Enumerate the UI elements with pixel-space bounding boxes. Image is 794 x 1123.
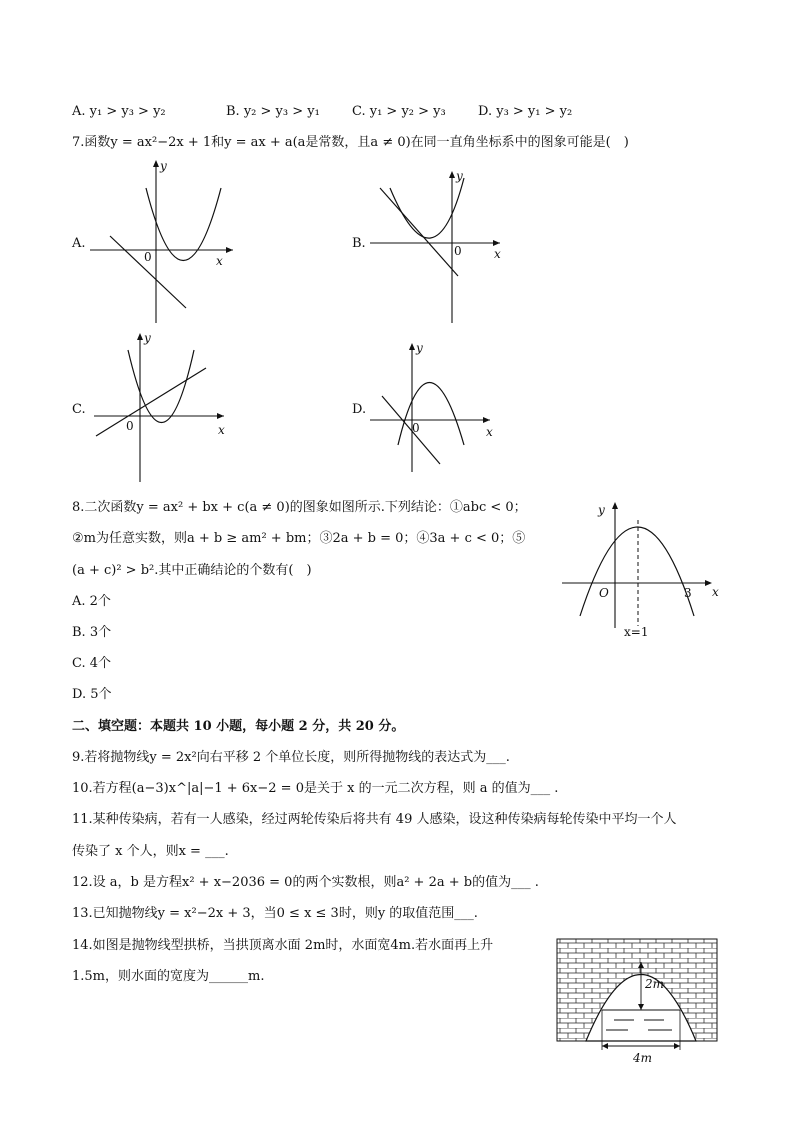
q7d-y-label: y: [416, 341, 423, 355]
q8-graph: [560, 498, 730, 648]
q7-stem: 7.函数y = ax²−2x + 1和y = ax + a(a是常数，且a ≠ 0)在同一直角坐标系中的图象可能是( ): [72, 135, 629, 150]
q11-line1: 11.某种传染病，若有一人感染，经过两轮传染后将共有 49 人感染，设这种传染病每轮传染中平均一个人: [72, 812, 677, 827]
q8-y-label: y: [598, 503, 605, 517]
q7b-y-label: y: [456, 169, 463, 183]
bridge-width-label: 4m: [633, 1051, 653, 1065]
q8-x-label: x: [712, 585, 719, 599]
q7-graph-a: [88, 158, 248, 328]
q7a-origin: 0: [144, 250, 152, 264]
q8-option-d: D. 5个: [72, 687, 112, 702]
q7-label-c: C.: [72, 402, 86, 417]
q14-bridge-figure: [556, 938, 721, 1068]
q6-option-b: B. y₂ > y₃ > y₁: [226, 104, 320, 119]
q8-option-a: A. 2个: [72, 594, 111, 609]
q14-line1: 14.如图是抛物线型拱桥，当拱顶离水面 2m时，水面宽4m.若水面再上升: [72, 938, 494, 953]
q7-label-d: D.: [352, 402, 367, 417]
q6-option-d: D. y₃ > y₁ > y₂: [478, 104, 573, 119]
q8-origin: O: [599, 586, 609, 600]
q10: 10.若方程(a−3)x^|a|−1 + 6x−2 = 0是关于 x 的一元二次方程，则 a 的值为___ .: [72, 781, 559, 796]
q7c-y-label: y: [144, 331, 151, 345]
q8-option-b: B. 3个: [72, 625, 112, 640]
q7b-origin: 0: [454, 244, 462, 258]
q7-graph-d: [368, 340, 503, 475]
q11-line2: 传染了 x 个人，则x = ___.: [72, 844, 229, 859]
q7-graph-c: [92, 330, 237, 485]
q8-axis-of-symmetry-label: x=1: [624, 625, 649, 639]
q8-line3: (a + c)² > b².其中正确结论的个数有( ): [72, 563, 312, 578]
q8-three: 3: [684, 586, 692, 600]
section-2-header: 二、填空题：本题共 10 小题，每小题 2 分，共 20 分。: [72, 719, 405, 734]
q7-label-a: A.: [72, 236, 86, 251]
q12: 12.设 a，b 是方程x² + x−2036 = 0的两个实数根，则a² + 2a + b的值为___ .: [72, 875, 539, 890]
bridge-height-label: 2m: [645, 977, 665, 991]
q7c-origin: 0: [126, 419, 134, 433]
q9: 9.若将抛物线y = 2x²向右平移 2 个单位长度，则所得抛物线的表达式为___.: [72, 750, 510, 765]
q13: 13.已知抛物线y = x²−2x + 3，当0 ≤ x ≤ 3时，则y 的取值范围___.: [72, 906, 478, 921]
q7-graph-b: [368, 168, 513, 328]
q7c-x-label: x: [218, 423, 225, 437]
q7-label-b: B.: [352, 236, 366, 251]
q6-option-a: A. y₁ > y₃ > y₂: [72, 104, 166, 119]
q7d-x-label: x: [486, 425, 493, 439]
q6-option-c: C. y₁ > y₂ > y₃: [352, 104, 446, 119]
q8-line2: ②m为任意实数，则a + b ≥ am² + bm；③2a + b = 0；④3a + c < 0；⑤: [72, 531, 526, 546]
q8-option-c: C. 4个: [72, 656, 112, 671]
q7a-y-label: y: [160, 159, 167, 173]
q14-line2: 1.5m，则水面的宽度为______m.: [72, 969, 265, 984]
q7d-origin: 0: [412, 421, 420, 435]
q8-line1: 8.二次函数y = ax² + bx + c(a ≠ 0)的图象如图所示.下列结论：①abc < 0；: [72, 500, 527, 515]
q7a-x-label: x: [216, 254, 223, 268]
q7b-x-label: x: [494, 247, 501, 261]
